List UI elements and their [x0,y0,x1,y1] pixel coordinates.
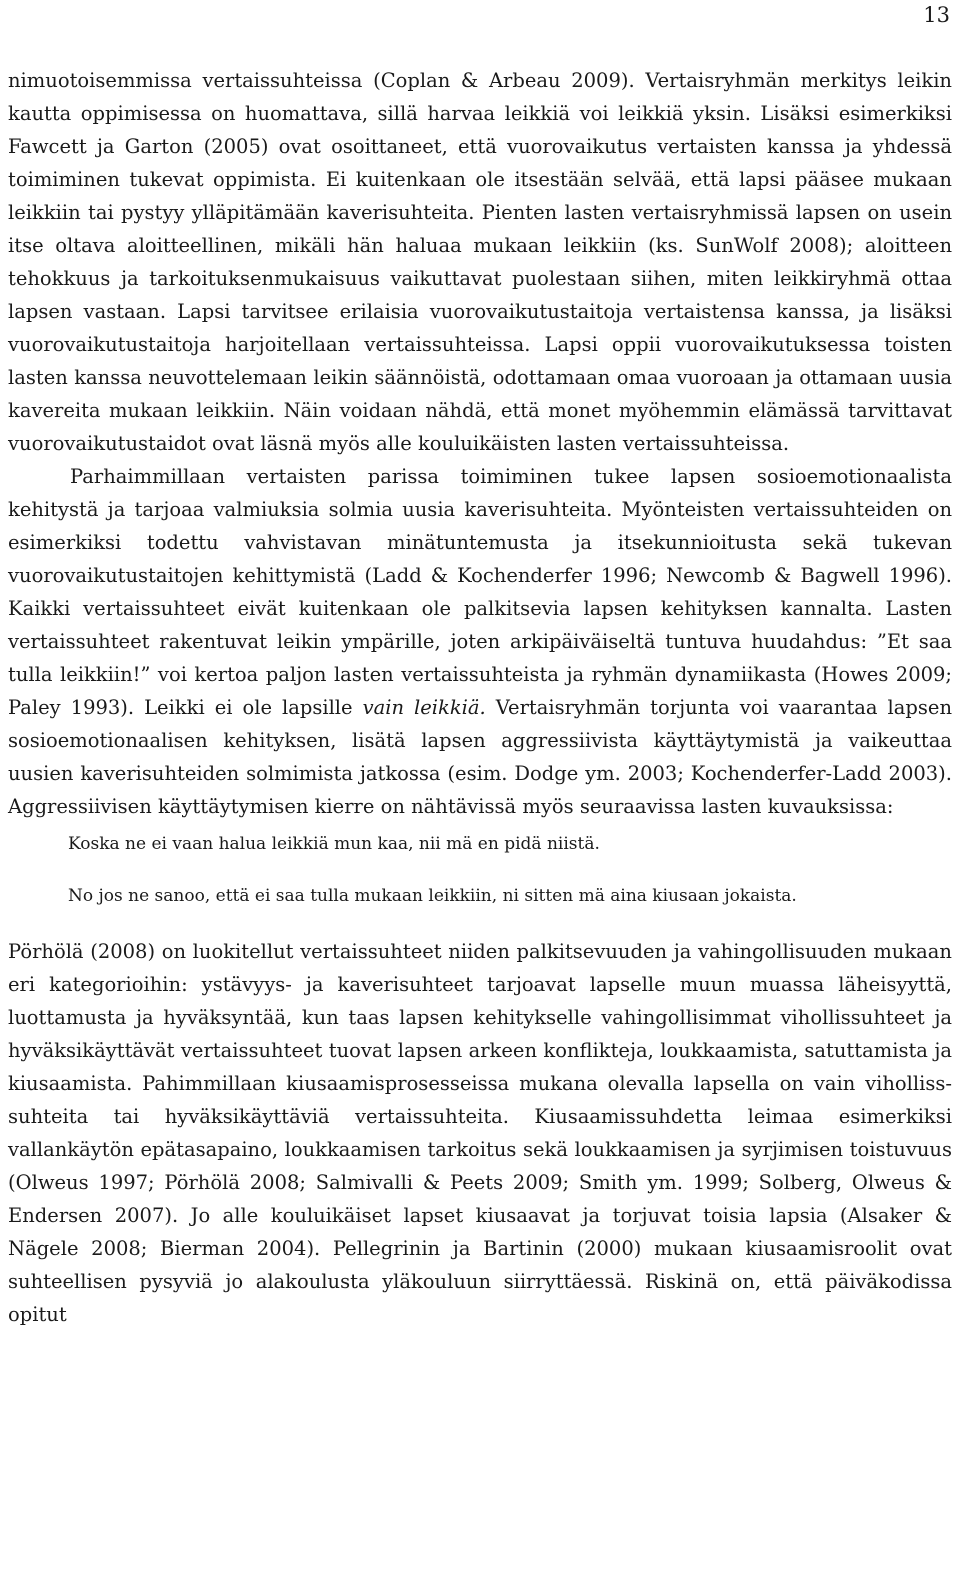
paragraph-1: nimuotoisemmissa vertaissuhteissa (Coplan & Arbeau 2009). Vertaisryhmän merkitys leikin kautta oppimisessa on huomattava, sillä harvaa leikkiä voi leikkiä yksin. Lisäksi esimerkiksi Fawcett ja Garton (2005) ovat osoittaneet, että vuorovaikutus vertaisten kanssa ja yhdessä toimiminen tukevat oppimista. Ei kuitenkaan ole itsestään selvää, että lapsi pääsee mukaan leikkiin tai pystyy ylläpitämään kaverisuhteita. Pienten lasten vertaisryhmissä lapsen on usein itse oltava aloitteellinen, mikäli hän haluaa mukaan leikkiin (ks. SunWolf 2008); aloitteen tehokkuus ja tarkoituksenmukaisuus vaikuttavat puolestaan siihen, miten leikkiryhmä ottaa lapsen vastaan. Lapsi tarvitsee erilaisia vuorovaikutustaitoja vertaistensa kanssa, ja lisäksi vuorovaikutustaitoja harjoitellaan vertaissuhteissa. Lapsi oppii vuorovaikutuksessa toisten lasten kanssa neuvottelemaan leikin säännöistä, odottamaan omaa vuoroaan ja ottamaan uusia kavereita mukaan leikkiin. Näin voidaan nähdä, että monet myöhemmin elämässä tarvittavat vuorovaikutustaidot ovat läsnä myös alle kouluikäisten lasten vertaissuhteissa. [8,69,952,455]
quote-2: No jos ne sanoo, että ei saa tulla mukaan leikkiin, ni sitten mä aina kiusaan jokaista. [68,886,797,906]
quote-block [68,833,952,907]
body-text [8,64,952,1331]
paragraph-2-italic: vain leikkiä. [362,696,486,719]
paragraph-2-text-b: Vertaisryhmän torjunta voi vaarantaa lapsen sosioemotionaalisen kehityksen, lisätä lapsen aggressiivista käyttäytymistä ja vaikeuttaa uusien kaverisuhteiden solmimista jatkossa (esim. Dodge ym. 2003; Kochenderfer-Ladd 2003). Aggressiivisen käyttäytymisen kierre on nähtävissä myös seuraavissa lasten kuvauksissa: [8,696,953,818]
page-number: 13 [923,3,950,27]
quote-1: Koska ne ei vaan halua leikkiä mun kaa, nii mä en pidä niistä. [68,834,600,854]
paragraph-3: Pörhölä (2008) on luokitellut vertaissuhteet niiden palkitsevuuden ja vahingollisuuden mukaan eri kategorioihin: ystävyys- ja kaverisuhteet tarjoavat lapselle muun muassa läheisyyttä, luottamusta ja hyväksyntää, kun taas lapsen kehitykselle vahingollisimmat vihollissuhteet ja hyväksikäyttävät vertaissuhteet tuovat lapsen arkeen konflikteja, loukkaamista, satuttamista ja kiusaamista. Pahimmillaan kiusaamisprosesseissa mukana olevalla lapsella on vain vihollisssuhteita tai hyväksikäyttäviä vertaissuhteita. Kiusaamissuhdetta leimaa esimerkiksi vallankäytön epätasapaino, loukkaamisen tarkoitus sekä loukkaamisen ja syrjimisen toistuvuus (Olweus 1997; Pörhölä 2008; Salmivalli & Peets 2009; Smith ym. 1999; Solberg, Olweus & Endersen 2007). Jo alle kouluikäiset lapset kiusaavat ja torjuvat toisia lapsia (Alsaker & Nägele 2008; Bierman 2004). Pellegrinin ja Bartinin (2000) mukaan kiusaamisroolit ovat suhteellisen pysyviä jo alakoulusta yläkouluun siirryttäessä. Riskinä on, että päiväkodissa opitut [8,940,952,1326]
paragraph-2-text-a: Parhaimmillaan vertaisten parissa toimiminen tukee lapsen sosioemotionaalista kehitystä ja tarjoaa valmiuksia solmia uusia kaverisuhteita. Myönteisten vertaissuhteiden on esimerkiksi todettu vahvistavan minätuntemusta ja itsekunnioitusta sekä tukevan vuorovaikutustaitojen kehittymistä (Ladd & Kochenderfer 1996; Newcomb & Bagwell 1996). Kaikki vertaissuhteet eivät kuitenkaan ole palkitsevia lapsen kehityksen kannalta. Lasten vertaissuhteet rakentuvat leikin ympärille, joten arkipäiväiseltä tuntuva huudahdus: ”Et saa tulla leikkiin!” voi kertoa paljon lasten vertaissuhteista ja ryhmän dynamiikasta (Howes 2009; Paley 1993). Leikki ei ole lapsille [8,465,952,719]
paragraph-2 [8,460,952,823]
